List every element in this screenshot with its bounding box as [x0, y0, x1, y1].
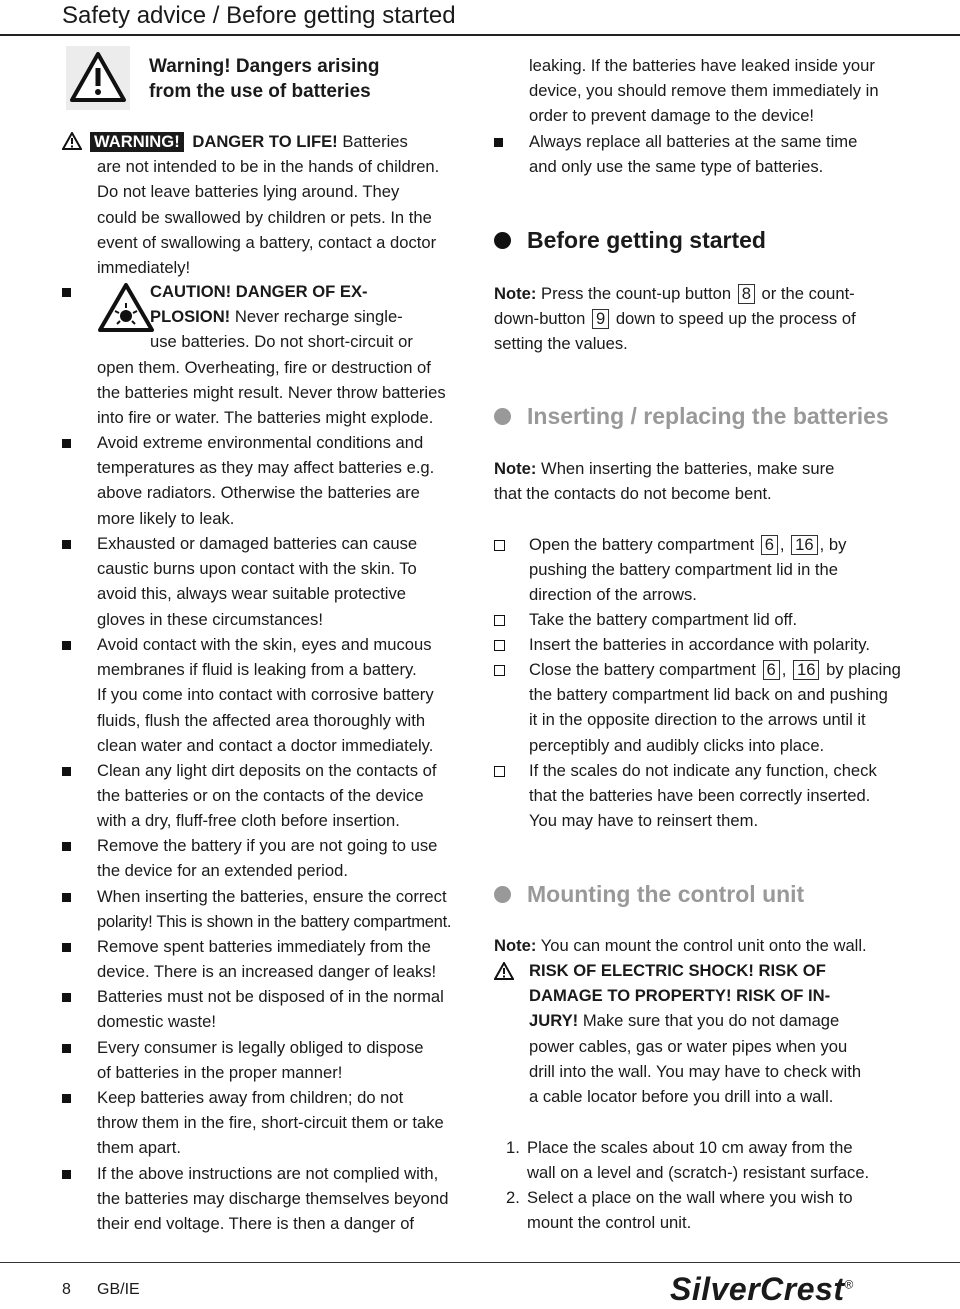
section-inserting-batteries: Inserting / replacing the batteries [494, 401, 904, 431]
step-insert-batteries: Insert the batteries in accordance with polarity. [494, 632, 904, 657]
footer-divider [0, 1262, 960, 1263]
section-dot-icon [494, 232, 511, 249]
checkbox-bullet-icon [494, 665, 505, 676]
bullet-item-legal: Every consumer is legally obliged to dispose of batteries in the proper manner! [62, 1035, 472, 1085]
warning-heading: Warning! Dangers arising from the use of batteries [149, 56, 380, 102]
note-contacts: Note: When inserting the batteries, make sure that the contacts do not become bent. [494, 459, 835, 504]
brand-logo: SilverCrest® [670, 1271, 854, 1307]
step-close-compartment: Close the battery compartment 6 , 16 by placing the battery compartment lid back on and pushing it in the opposite direction to the arrows until it perceptibly and audibly clicks into place. [494, 657, 904, 758]
checkbox-bullet-icon [494, 766, 505, 777]
numbered-step-1: 1. Place the scales about 10 cm away from the wall on a level and (scratch-) resistant surface. [506, 1138, 870, 1183]
bullet-item-caustic: Exhausted or damaged batteries can cause caustic burns upon contact with the skin. To avoid this, always wear suitable protective gloves in these circumstances! [62, 531, 472, 632]
checkbox-bullet-icon [494, 640, 505, 651]
ref-number-box: 9 [592, 309, 609, 329]
checkbox-bullet-icon [494, 615, 505, 626]
section-dot-icon [494, 886, 511, 903]
continued-text: leaking. If the batteries have leaked inside your device, you should remove them immediately in order to prevent damage to the device! [529, 56, 879, 126]
warning-triangle-icon [66, 46, 130, 110]
checkbox-bullet-icon [494, 540, 505, 551]
battery-warning-box [62, 46, 472, 116]
warning-triangle-small-icon [494, 962, 514, 980]
bullet-item-contact: Avoid contact with the skin, eyes and mucous membranes if fluid is leaking from a battery. If you come into contact with corrosive battery fluids, flush the affected area thoroughly with clean water and contact a doctor immediately. [62, 632, 472, 758]
bullet-item-disposal: Batteries must not be disposed of in the normal domestic waste! [62, 984, 472, 1034]
section-before-getting-started: Before getting started [494, 225, 904, 255]
step-check-function: If the scales do not indicate any function, check that the batteries have been correctly inserted. You may have to reinsert them. [494, 758, 904, 834]
note-count-buttons: Note: Press the count-up button 8 or the count- down-button 9 down to speed up the process of setting the values. [494, 284, 856, 354]
region-code: GB/IE [97, 1281, 140, 1298]
bullet-item-discharge: If the above instructions are not complied with, the batteries may discharge themselves beyond their end voltage. There is then a danger of [62, 1161, 472, 1237]
page-number: 8 [62, 1281, 71, 1298]
page-header [0, 0, 960, 36]
bullet-item-environment: Avoid extreme environmental conditions and temperatures as they may affect batteries e.g. above radiators. Otherwise the batteries are more likely to leak. [62, 430, 472, 531]
note-mount-wall: Note: You can mount the control unit onto the wall. [494, 936, 867, 955]
section-dot-icon [494, 408, 511, 425]
bullet-item-children: Keep batteries away from children; do not throw them in the fire, short-circuit them or take them apart. [62, 1085, 472, 1161]
risk-warning-item: RISK OF ELECTRIC SHOCK! RISK OF DAMAGE TO PROPERTY! RISK OF IN- JURY! Make sure that you do not damage power cables, gas or water pipes when you drill into the wall. You may have to check with a cable locator before you drill into a wall. [494, 958, 904, 1109]
explosion-hazard-icon [98, 283, 154, 333]
explosion-caution-item: CAUTION! DANGER OF EX- PLOSION! Never recharge single- use batteries. Do not short-circuit or open them. Overheating, fire or destruction of the batteries might result. Never throw batteries into fire or water. The batteries might explode. [62, 279, 472, 430]
warning-label: WARNING! [90, 132, 184, 152]
bullet-item-replace-all: Always replace all batteries at the same time and only use the same type of batteries. [494, 129, 904, 179]
page-title: Safety advice / Before getting started [62, 2, 456, 29]
bullet-item-clean: Clean any light dirt deposits on the contacts of the batteries or on the contacts of the device with a dry, fluff-free cloth before insertion. [62, 758, 472, 834]
section-mounting-control-unit: Mounting the control unit [494, 879, 904, 909]
numbered-step-2: 2. Select a place on the wall where you wish to mount the control unit. [506, 1188, 853, 1233]
step-take-lid-off: Take the battery compartment lid off. [494, 607, 904, 632]
bullet [62, 288, 71, 297]
warning-triangle-small-icon [62, 132, 82, 150]
bullet-item-remove: Remove the battery if you are not going to use the device for an extended period. [62, 833, 472, 883]
ref-number-box: 8 [738, 284, 755, 304]
bullet-item-spent: Remove spent batteries immediately from the device. There is an increased danger of leaks! [62, 934, 472, 984]
bullet-item-polarity: When inserting the batteries, ensure the correct polarity! This is shown in the battery compartment. [62, 884, 472, 934]
danger-to-life-item: WARNING! DANGER TO LIFE! Batteries are not intended to be in the hands of children. Do not leave batteries lying around. They could be swallowed by children or pets. In the event of swallowing a battery, contact a doctor immediately! [62, 129, 472, 280]
step-open-compartment: Open the battery compartment 6 , 16 , by pushing the battery compartment lid in the direction of the arrows. [494, 532, 904, 608]
